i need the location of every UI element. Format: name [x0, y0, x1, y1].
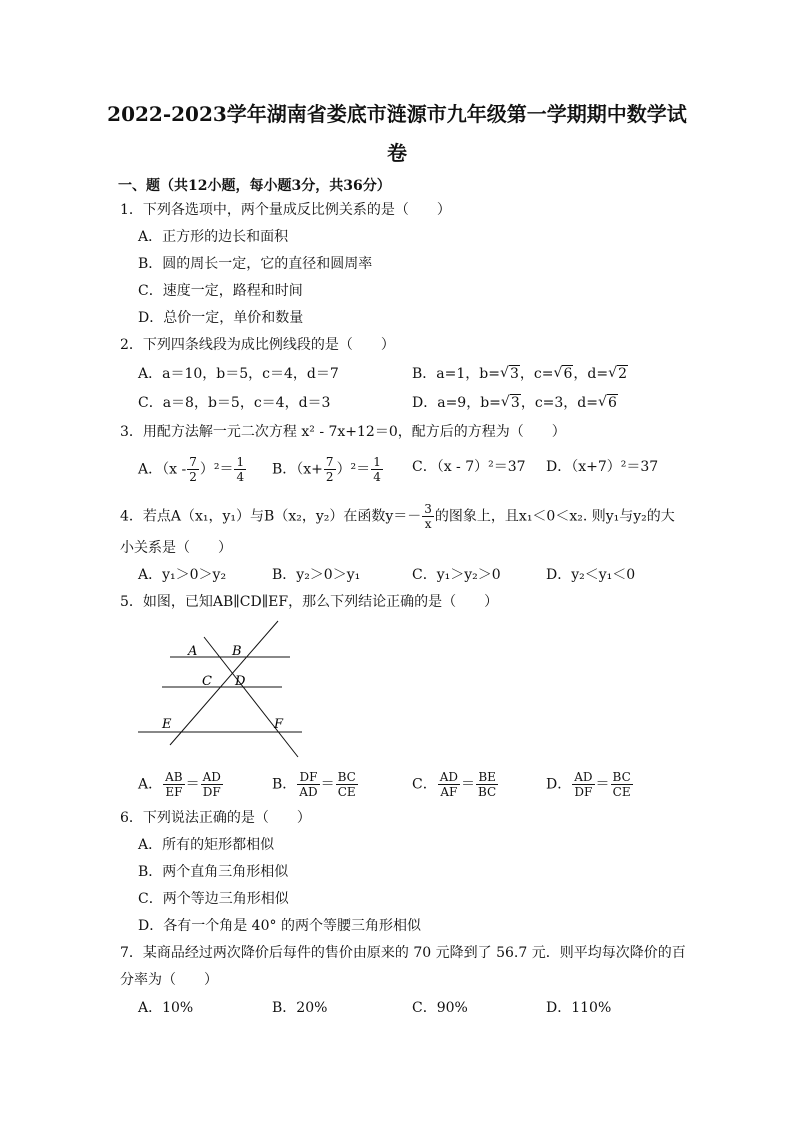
q4-option-c: C．y₁＞y₂＞0 [412, 567, 501, 583]
label-e: E [162, 717, 172, 732]
q2-stem: 2．下列四条线段为成比例线段的是（ ） [120, 337, 395, 353]
q3-option-c: C．（x - 7）²＝37 [412, 459, 526, 475]
q3-stem: 3．用配方法解一元二次方程 x² - 7x+12＝0，配方后的方程为（ ） [120, 424, 566, 440]
section-heading: 一、题（共12小题，每小题3分，共36分） [118, 178, 391, 194]
q5-option-a: A． $\frac{AB}{EF}$ ＝ $\frac{AD}{DF}$ [138, 770, 221, 799]
q1-option-b: B．圆的周长一定，它的直径和圆周率 [138, 256, 373, 272]
q2-option-b: B．a=1，b=√ 3，c=√ 6，d=√ 2 [412, 364, 628, 384]
label-c: C [202, 674, 212, 689]
label-d: D [235, 674, 246, 689]
q6-option-d: D．各有一个角是 40° 的两个等腰三角形相似 [138, 918, 421, 934]
q3-option-d: D．（x+7）²＝37 [546, 459, 659, 475]
q4-option-a: A．y₁＞0＞y₂ [138, 567, 227, 583]
q3-option-b: B．（x+ $\frac{7}{2}$ ）²＝ $\frac{1}{4}$ [272, 455, 381, 484]
q5-option-d: D． $\frac{AD}{DF}$ ＝ $\frac{BC}{CE}$ [546, 770, 631, 799]
transversal-1 [170, 621, 278, 745]
q2-option-a: A．a＝10，b＝5，c＝4，d＝7 [138, 366, 339, 382]
q7-stem: 7．某商品经过两次降价后每件的售价由原来的 70 元降到了 56.7 元．则平均每次降价的百 [120, 945, 686, 961]
q1-option-a: A．正方形的边长和面积 [138, 229, 289, 245]
q7-option-b: B．20% [272, 1000, 328, 1016]
q3-option-a: A．（x - $\frac{7}{2}$ ）²＝ $\frac{1}{4}$ [138, 455, 245, 484]
q4-stem: 4．若点A（x₁，y₁）与B（x₂，y₂）在函数y＝－ $\frac{3}{x}$ 的图象上，且x₁＜0＜x₂. 则y₁与y₂的大 [120, 502, 675, 531]
q6-stem: 6．下列说法正确的是（ ） [120, 810, 311, 826]
q4-stem-cont: 小关系是（ ） [120, 540, 232, 556]
q1-option-c: C．速度一定，路程和时间 [138, 283, 303, 299]
q6-option-b: B．两个直角三角形相似 [138, 864, 289, 880]
q1-stem: 1．下列各选项中，两个量成反比例关系的是（ ） [120, 202, 451, 218]
q6-option-a: A．所有的矩形都相似 [138, 837, 275, 853]
q5-stem: 5．如图，已知AB∥CD∥EF，那么下列结论正确的是（ ） [120, 594, 499, 610]
page-title: 2022-2023学年湖南省娄底市涟源市九年级第一学期期中数学试 [107, 102, 687, 126]
q4-option-d: D．y₂＜y₁＜0 [546, 567, 636, 583]
q7-option-c: C．90% [412, 1000, 468, 1016]
q2-option-c: C．a＝8，b＝5，c＝4，d＝3 [138, 395, 331, 411]
q6-option-c: C．两个等边三角形相似 [138, 891, 289, 907]
label-b: B [232, 644, 242, 659]
q7-option-a: A．10% [138, 1000, 194, 1016]
q4-option-b: B．y₂＞0＞y₁ [272, 567, 361, 583]
q5-option-c: C． $\frac{AD}{AF}$ ＝ $\frac{BE}{BC}$ [412, 770, 497, 799]
transversal-2 [204, 637, 298, 757]
q7-stem-cont: 分率为（ ） [120, 972, 218, 988]
q7-option-d: D．110% [546, 1000, 612, 1016]
parallel-lines-figure [130, 615, 310, 765]
q1-option-d: D．总价一定，单价和数量 [138, 310, 304, 326]
q2-option-d: D．a=9，b=√ 3，c=3，d=√ 6 [412, 393, 618, 413]
page-title-cont: 卷 [387, 141, 407, 165]
q5-option-b: B． $\frac{DF}{AD}$ ＝ $\frac{BC}{CE}$ [272, 770, 356, 799]
label-f: F [274, 717, 284, 732]
label-a: A [188, 644, 198, 659]
